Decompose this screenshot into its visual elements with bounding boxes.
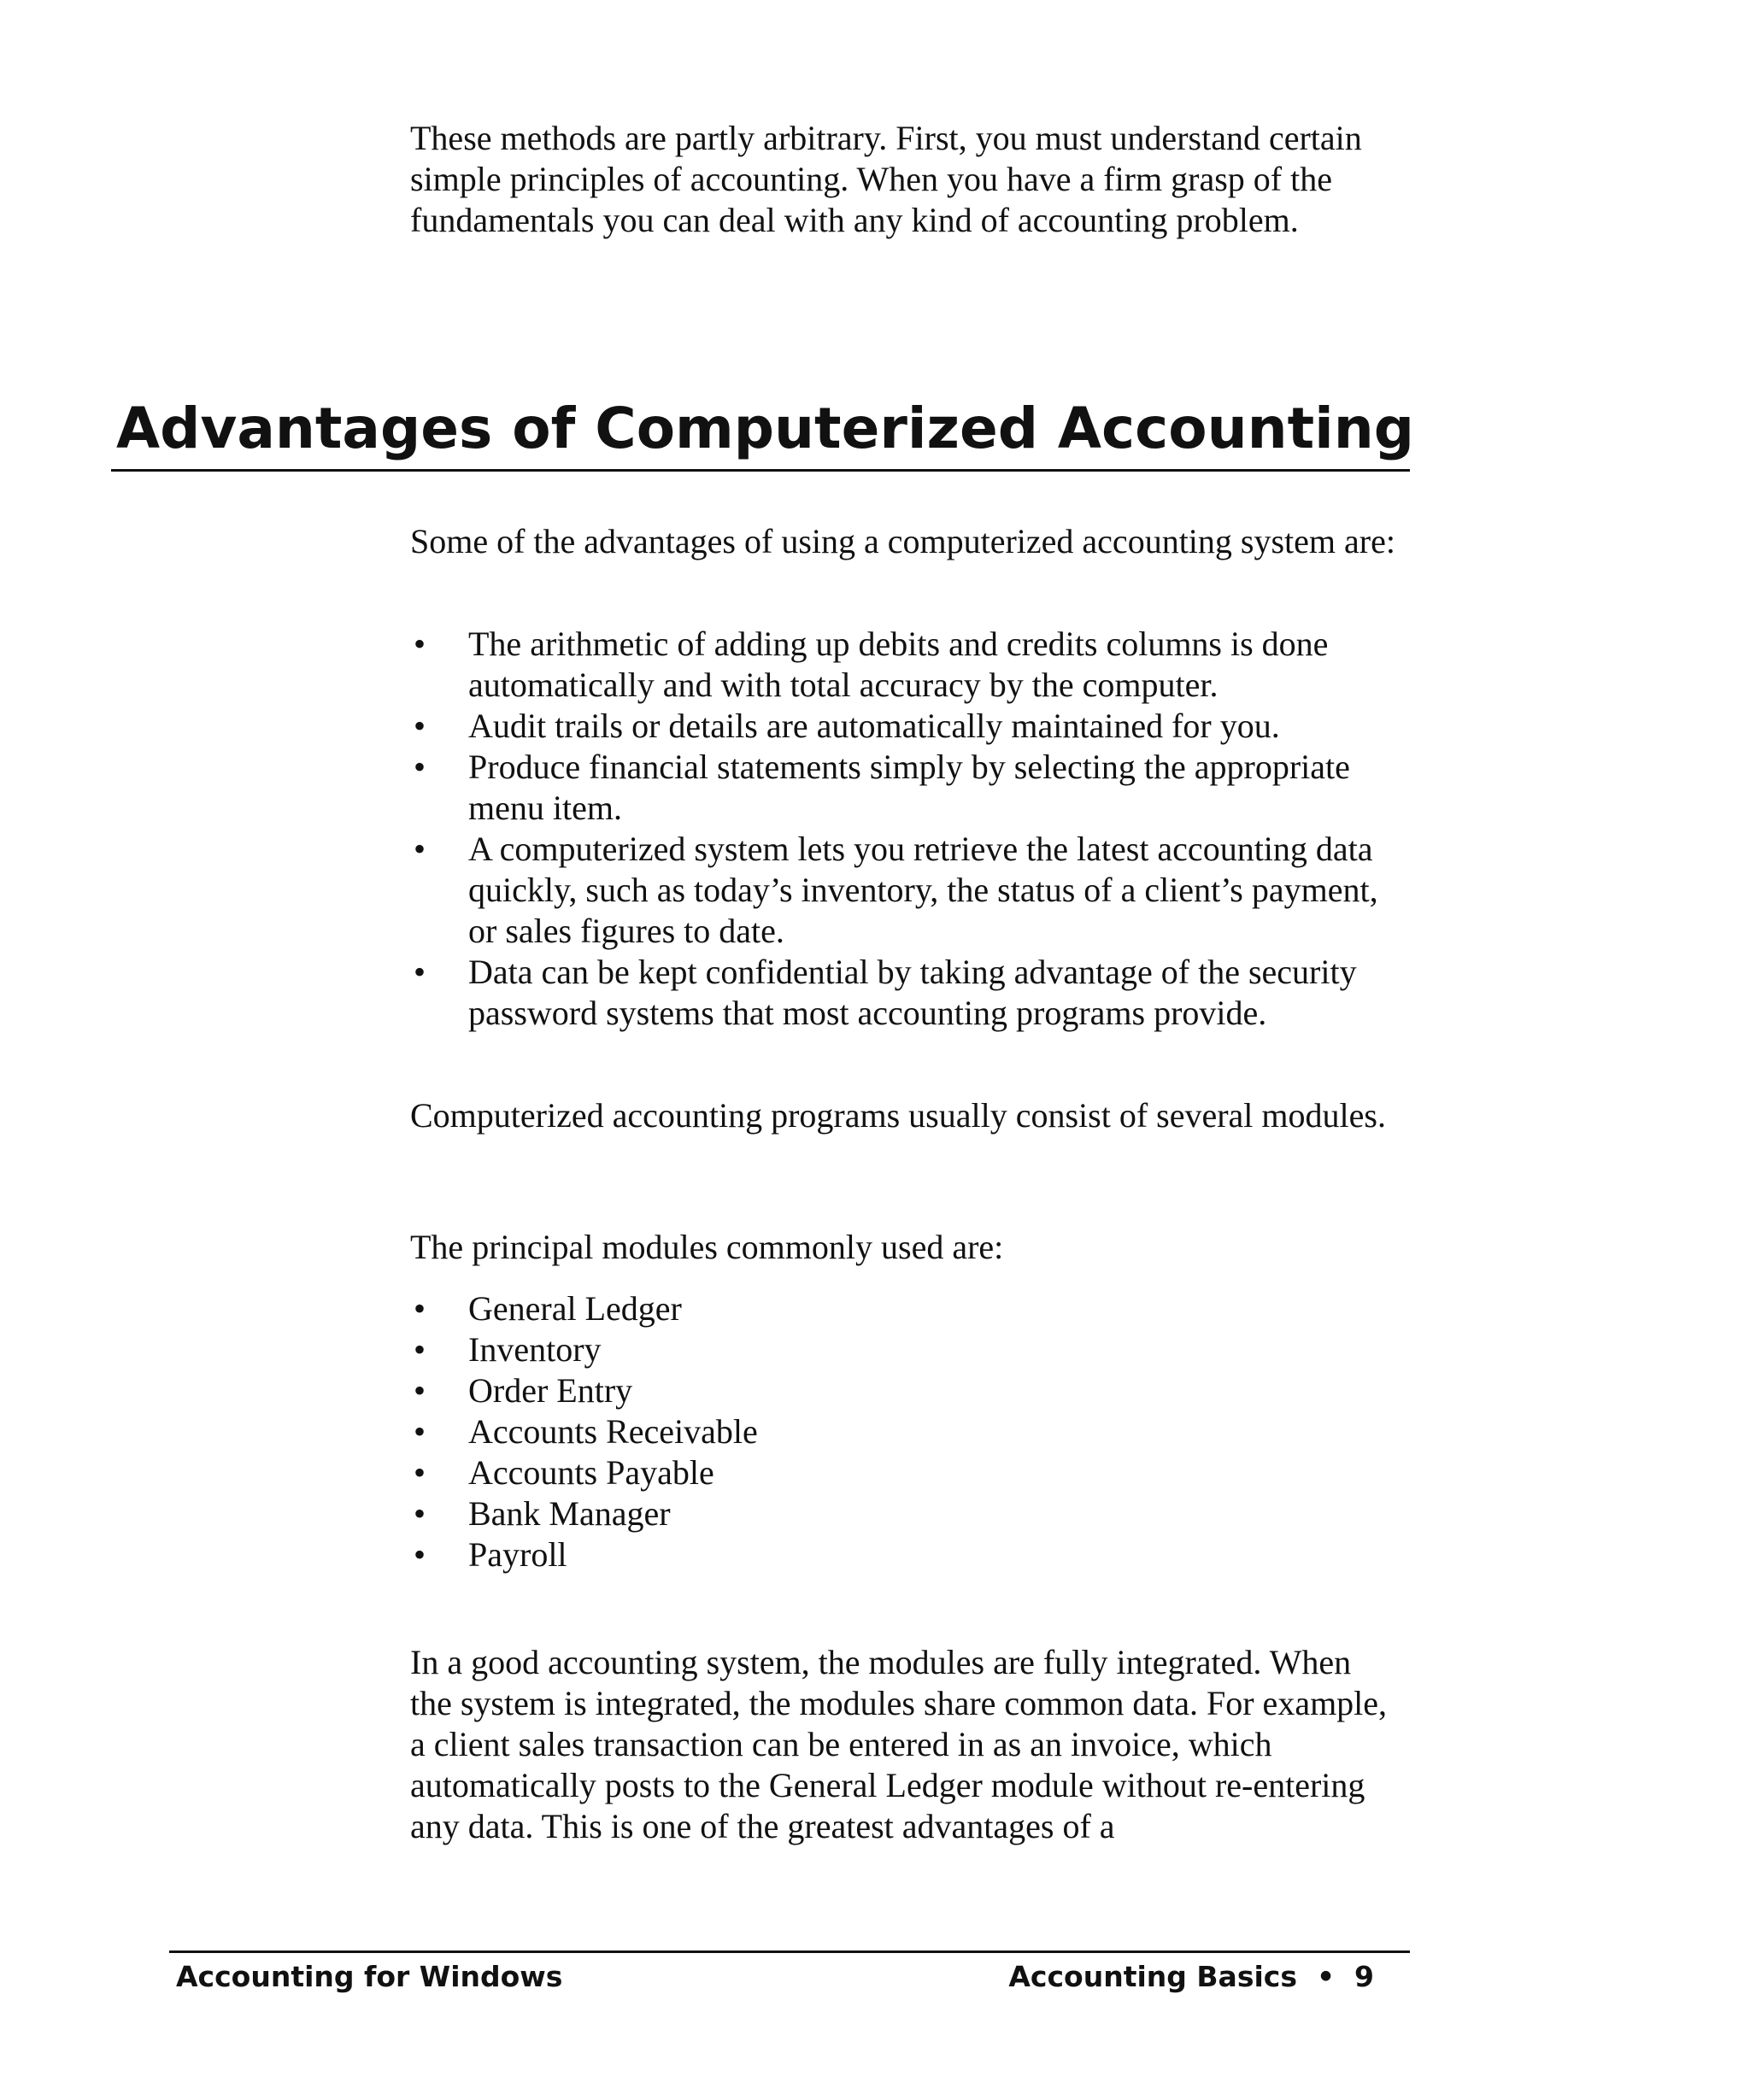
heading-underline: [111, 469, 1410, 472]
bullet-icon: •: [414, 748, 426, 786]
list-item: [410, 952, 1410, 1034]
list-item-text: Produce financial statements simply by selecting the appropriate menu item.: [468, 748, 1350, 827]
bullet-icon: •: [414, 1453, 426, 1492]
advantages-list: [410, 624, 1410, 1034]
bullet-icon: •: [414, 1289, 426, 1328]
bullet-icon: •: [414, 625, 426, 663]
bullet-icon: •: [414, 707, 426, 745]
section-heading: Advantages of Computerized Accounting: [116, 396, 1414, 461]
footer-rule: [169, 1950, 1410, 1953]
module-name: Order Entry: [468, 1371, 633, 1410]
principal-modules-intro: The principal modules commonly used are:: [410, 1228, 1004, 1266]
module-name: Inventory: [468, 1330, 602, 1369]
list-item: [410, 706, 1410, 747]
bullet-icon: •: [414, 1371, 426, 1410]
footer-book-title: Accounting for Windows: [176, 1960, 563, 1993]
list-item: [410, 1452, 1410, 1493]
bullet-icon: •: [414, 1330, 426, 1369]
list-item: [410, 1329, 1410, 1370]
module-name: Bank Manager: [468, 1494, 671, 1533]
list-item: [410, 624, 1410, 706]
intro-paragraph: These methods are partly arbitrary. First, you must understand certain simple principles of accounting. When you have a firm grasp of the fundamentals you can deal with any kind of accounting problem.: [410, 119, 1362, 239]
list-item-text: A computerized system lets you retrieve the latest accounting data quickly, such as today’s inventory, the status of a client’s payment, or sales figures to date.: [468, 830, 1378, 950]
list-item-text: Data can be kept confidential by taking advantage of the security password systems that most accounting programs provide.: [468, 953, 1357, 1032]
list-item: [410, 1493, 1410, 1534]
list-item: [410, 1370, 1410, 1411]
list-item: [410, 747, 1410, 829]
bullet-icon: •: [414, 1412, 426, 1451]
list-item-text: Audit trails or details are automatically maintained for you.: [468, 707, 1280, 745]
modules-paragraph: Computerized accounting programs usually consist of several modules.: [410, 1096, 1386, 1135]
module-name: General Ledger: [468, 1289, 682, 1328]
list-item-text: The arithmetic of adding up debits and credits columns is done automatically and with total accuracy by the computer.: [468, 625, 1329, 704]
integration-paragraph: In a good accounting system, the modules are fully integrated. When the system is integrated, the modules share common data. For example, a client sales transaction can be entered in as an invoice, which automatically posts to the General Ledger module without re-entering any data. This is one of the greatest advantages of a: [410, 1643, 1388, 1845]
bullet-icon: •: [414, 830, 426, 868]
module-name: Accounts Receivable: [468, 1412, 758, 1451]
bullet-icon: •: [414, 953, 426, 991]
footer-chapter-page: Accounting Basics • 9: [1008, 1960, 1374, 1993]
module-name: Payroll: [468, 1535, 567, 1574]
advantages-intro: Some of the advantages of using a computerized accounting system are:: [410, 522, 1395, 560]
list-item: [410, 829, 1410, 952]
bullet-icon: •: [414, 1535, 426, 1574]
list-item: [410, 1288, 1410, 1329]
list-item: [410, 1534, 1410, 1575]
list-item: [410, 1411, 1410, 1452]
modules-list: [410, 1288, 1410, 1575]
module-name: Accounts Payable: [468, 1453, 714, 1492]
bullet-icon: •: [414, 1494, 426, 1533]
